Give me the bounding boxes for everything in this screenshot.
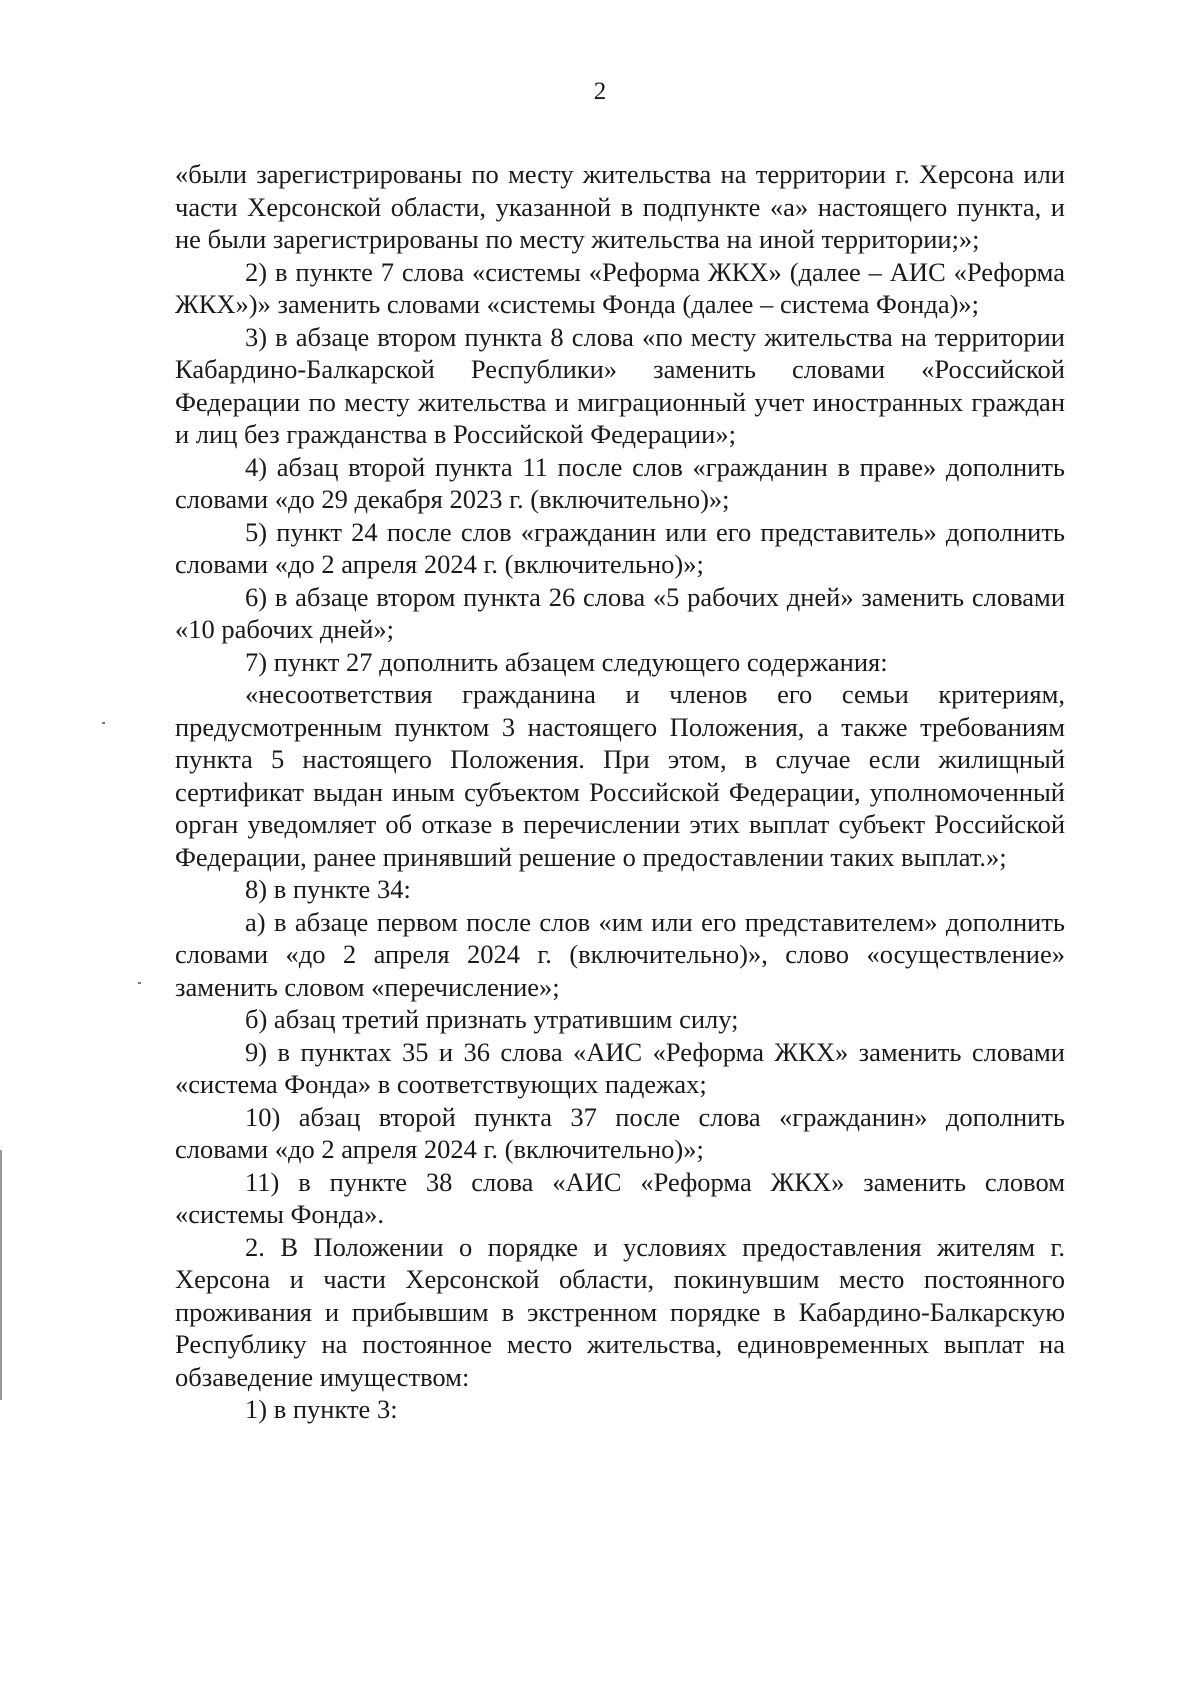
page-number: 2 (593, 78, 607, 105)
scan-speck (102, 722, 105, 724)
paragraph-item-3: 3) в абзаце втором пункта 8 слова «по месту жительства на территории Кабардино-Балкарской Республики» заменить словами «Российской Федерации по месту жительства и миграционный учет иностранных граждан и лиц без гражданства в Российской Федерации»; (175, 321, 1065, 449)
paragraph-section-2: 2. В Положении о порядке и условиях предоставления жителям г. Херсона и части Херсонской области, покинувшим место постоянного проживания и прибывшим в экстренном порядке в Кабардино-Балкарскую Республику на постоянное место жительства, единовременных выплат на обзаведение имуществом: (175, 1231, 1065, 1392)
scan-speck (138, 982, 141, 984)
scan-edge-mark (0, 1150, 2, 1400)
paragraph-subitem-b: б) абзац третий признать утратившим силу; (245, 1004, 739, 1034)
paragraph-item-5: 5) пункт 24 после слов «гражданин или его представитель» дополнить словами «до 2 апреля 2024 г. (включительно)»; (175, 516, 1065, 579)
paragraph-section-2-item-1: 1) в пункте 3: (245, 1394, 398, 1424)
paragraph-item-11: 11) в пункте 38 слова «АИС «Реформа ЖКХ» заменить словом «системы Фонда». (175, 1166, 1065, 1229)
paragraph-subitem-a: а) в абзаце первом после слов «им или его представителем» дополнить словами «до 2 апреля 2024 г. (включительно)», слово «осуществление» заменить словом «перечисление»; (175, 906, 1065, 1002)
paragraph-item-9: 9) в пунктах 35 и 36 слова «АИС «Реформа ЖКХ» заменить словами «система Фонда» в соответствующих падежах; (175, 1036, 1065, 1099)
paragraph-continuation: «были зарегистрированы по месту жительства на территории г. Херсона или части Херсонской области, указанной в подпункте «а» настоящего пункта, и не были зарегистрированы по месту жительства на иной территории;»; (175, 159, 1065, 254)
paragraph-item-6: 6) в абзаце втором пункта 26 слова «5 рабочих дней» заменить словами «10 рабочих дней»; (175, 581, 1065, 644)
paragraph-item-8: 8) в пункте 34: (245, 874, 411, 904)
paragraph-item-7: 7) пункт 27 дополнить абзацем следующего содержания: (245, 646, 888, 677)
paragraph-quoted-text: «несоответствия гражданина и членов его семьи критериям, предусмотренным пунктом 3 настоящего Положения, а также требованиям пункта 5 настоящего Положения. При этом, в случае если жилищный сертификат выдан иным субъектом Российской Федерации, уполномоченный орган уведомляет об отказе в перечислении этих выплат субъект Российской Федерации, ранее принявший решение о предоставлении таких выплат.»; (175, 679, 1065, 872)
paragraph-item-4: 4) абзац второй пункта 11 после слов «гражданин в праве» дополнить словами «до 29 декабря 2023 г. (включительно)»; (175, 451, 1065, 514)
paragraph-item-2: 2) в пункте 7 слова «системы «Реформа ЖКХ» (далее – АИС «Реформа ЖКХ»)» заменить словами «системы Фонда (далее – система Фонда)»; (175, 256, 1065, 319)
document-body (175, 158, 1065, 1426)
paragraph-item-10: 10) абзац второй пункта 37 после слова «гражданин» дополнить словами «до 2 апреля 2024 г. (включительно)»; (175, 1101, 1065, 1164)
